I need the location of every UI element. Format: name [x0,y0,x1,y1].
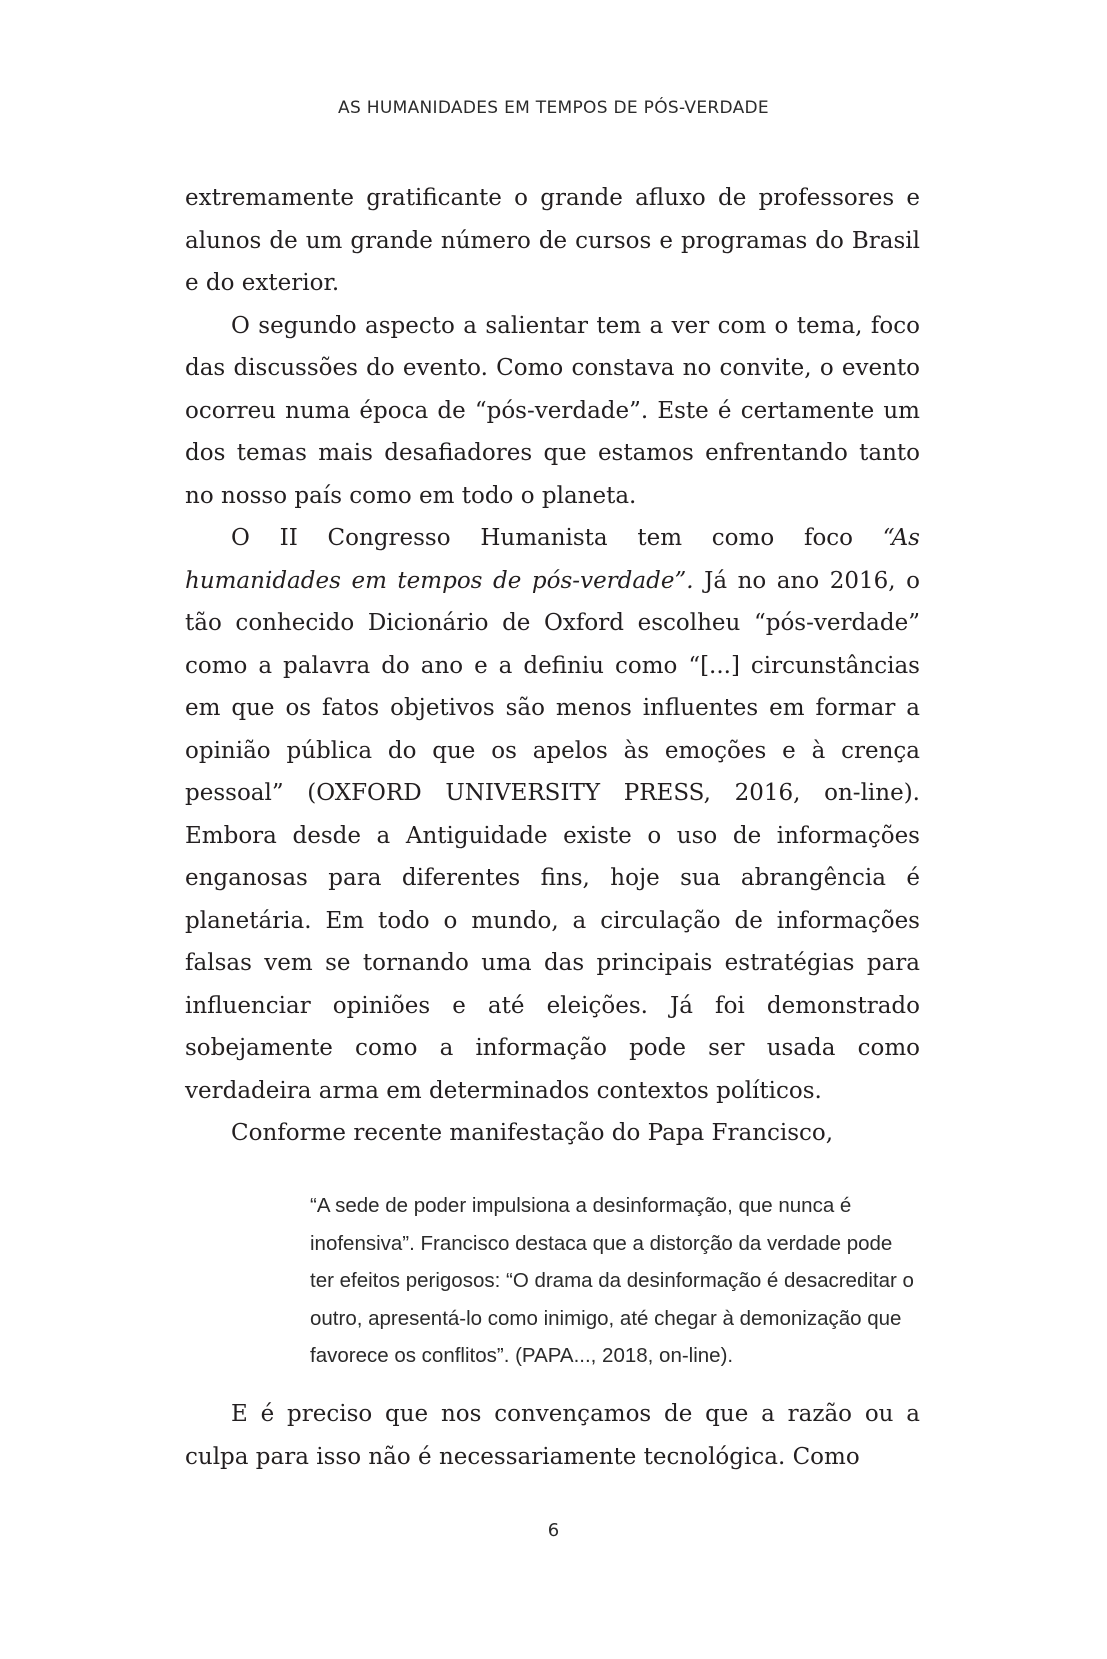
paragraph-congress-theme-start: O II Congresso Humanista tem como foco [231,525,883,551]
paragraph-papa-intro: Conforme recente manifestação do Papa Francisco, [231,1120,834,1146]
running-header: AS HUMANIDADES EM TEMPOS DE PÓS-VERDADE [338,98,769,118]
paragraph-congress-theme [185,517,920,1112]
paragraph-reason: E é preciso que nos convençamos de que a razão ou a culpa para isso não é necessariamente tecnológica. Como [185,1401,920,1470]
page-number: 6 [547,1520,560,1541]
paragraph-second-aspect: O segundo aspecto a salientar tem a ver com o tema, foco das discussões do evento. Como constava no convite, o evento ocorreu numa época de “pós-verdade”. Este é certamente um dos temas mais desafiadores que estamos enfrentando tanto no nosso país como em todo o planeta. [185,312,920,509]
main-text-continued [185,1393,920,1478]
main-text [185,177,920,1155]
congress-title-italic: “As humanidades em tempos de pós-verdade”. [185,525,920,594]
block-quote: “A sede de poder impulsiona a desinformação, que nunca é inofensiva”. Francisco destaca que a distorção da verdade pode ter efeitos perigosos: “O drama da desinformação é desacreditar o outro, apresentá-lo como inimigo, até chegar à demonização que favorece os conflitos”. (PAPA..., 2018, on-line). [310,1194,914,1367]
paragraph-congress-theme-rest: Já no ano 2016, o tão conhecido Dicionário de Oxford escolheu “pós-verdade” como a palavra do ano e a definiu como “[...] circunstâncias em que os fatos objetivos são menos influentes em formar a opinião pública do que os apelos às emoções e à crença pessoal” (OXFORD UNIVERSITY PRESS, 2016, on-line). Embora desde a Antiguidade existe o uso de informações enganosas para diferentes fins, hoje sua abrangência é planetária. Em todo o mundo, a circulação de informações falsas vem se tornando uma das principais estratégias para influenciar opiniões e até eleições. Já foi demonstrado sobejamente como a informação pode ser usada como verdadeira arma em determinados contextos políticos. [185,567,921,1104]
paragraph-continuation: extremamente gratificante o grande afluxo de professores e alunos de um grande número de cursos e programas do Brasil e do exterior. [185,185,920,296]
